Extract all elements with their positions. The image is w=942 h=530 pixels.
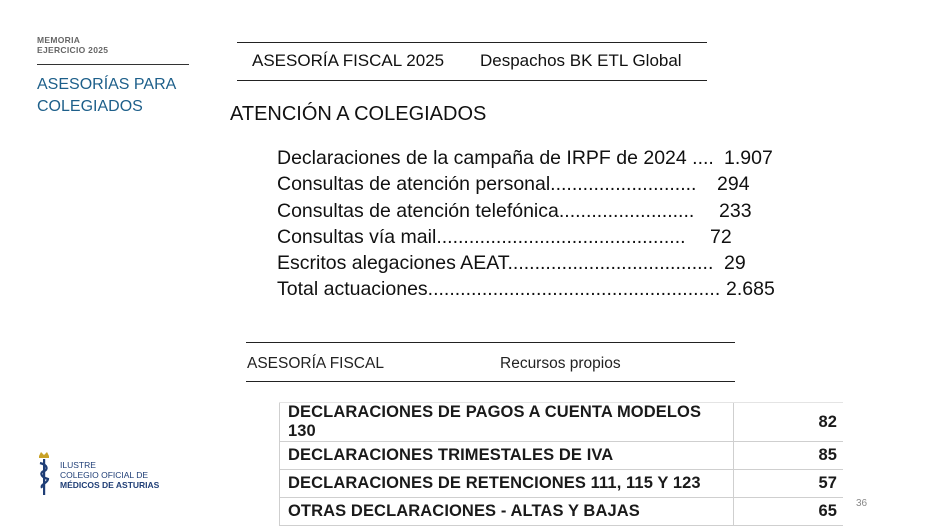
memoria-label xyxy=(37,35,108,55)
header2-subtitle: Recursos propios xyxy=(500,355,621,372)
stat-label: Total actuaciones...................................................... xyxy=(277,278,721,301)
stat-row xyxy=(277,198,797,224)
logo-line-3: MÉDICOS DE ASTURIAS xyxy=(60,480,160,490)
table-row xyxy=(280,470,844,498)
table-row xyxy=(280,403,844,442)
stat-value: 294 xyxy=(717,173,750,196)
table-cell-value: 82 xyxy=(733,403,843,442)
table-cell-value: 65 xyxy=(733,498,843,526)
stat-label: Escritos alegaciones AEAT...................................... xyxy=(277,252,714,275)
stat-label: Declaraciones de la campaña de IRPF de 2024 .... xyxy=(277,147,714,169)
header2-top-rule xyxy=(246,342,735,343)
page-number: 36 xyxy=(856,498,868,509)
caduceus-crown-icon xyxy=(36,450,52,496)
stat-label: Consultas vía mail.............................................. xyxy=(277,225,686,248)
logo-line-1: ILUSTRE xyxy=(60,460,96,470)
stat-value: 1.907 xyxy=(724,147,773,169)
stat-row xyxy=(277,145,797,171)
table-row xyxy=(280,498,844,526)
header1-bottom-rule xyxy=(237,80,707,81)
table-cell-value: 85 xyxy=(733,442,843,470)
sidebar-title-line-2: COLEGIADOS xyxy=(37,98,143,115)
table-cell-label: DECLARACIONES DE PAGOS A CUENTA MODELOS 130 xyxy=(280,403,734,442)
table-cell-label: OTRAS DECLARACIONES - ALTAS Y BAJAS xyxy=(280,498,734,526)
header1-title: ASESORÍA FISCAL 2025 xyxy=(252,51,445,70)
declarations-table xyxy=(279,402,843,526)
stat-value: 2.685 xyxy=(726,278,775,301)
table-cell-value: 57 xyxy=(733,470,843,498)
stat-row xyxy=(277,171,797,197)
header2-bottom-rule xyxy=(246,381,735,382)
stat-value: 29 xyxy=(724,252,746,275)
table-cell-label: DECLARACIONES DE RETENCIONES 111, 115 Y 123 xyxy=(280,470,734,498)
stat-row xyxy=(277,224,797,250)
stat-value: 72 xyxy=(710,225,732,248)
header2-title: ASESORÍA FISCAL xyxy=(247,355,384,372)
section-title: ATENCIÓN A COLEGIADOS xyxy=(230,103,487,125)
header1-top-rule xyxy=(237,42,707,43)
stat-value: 233 xyxy=(719,199,752,222)
memoria-line-1: MEMORIA xyxy=(37,35,81,45)
sidebar-divider xyxy=(37,64,189,65)
header1-provider: Despachos BK ETL Global xyxy=(480,51,682,70)
sidebar-title xyxy=(37,74,207,118)
stat-row xyxy=(277,276,797,302)
sidebar-title-line-1: ASESORÍAS PARA xyxy=(37,76,177,93)
stats-list xyxy=(277,145,797,303)
stat-label: Consultas de atención personal........................... xyxy=(277,173,697,196)
logo-text xyxy=(60,460,159,490)
memoria-line-2: EJERCICIO 2025 xyxy=(37,45,109,55)
table-cell-label: DECLARACIONES TRIMESTALES DE IVA xyxy=(280,442,734,470)
college-logo xyxy=(36,450,186,498)
stat-row xyxy=(277,250,797,276)
stat-label: Consultas de atención telefónica......................... xyxy=(277,199,695,222)
logo-line-2: COLEGIO OFICIAL DE xyxy=(60,470,149,480)
table-row xyxy=(280,442,844,470)
